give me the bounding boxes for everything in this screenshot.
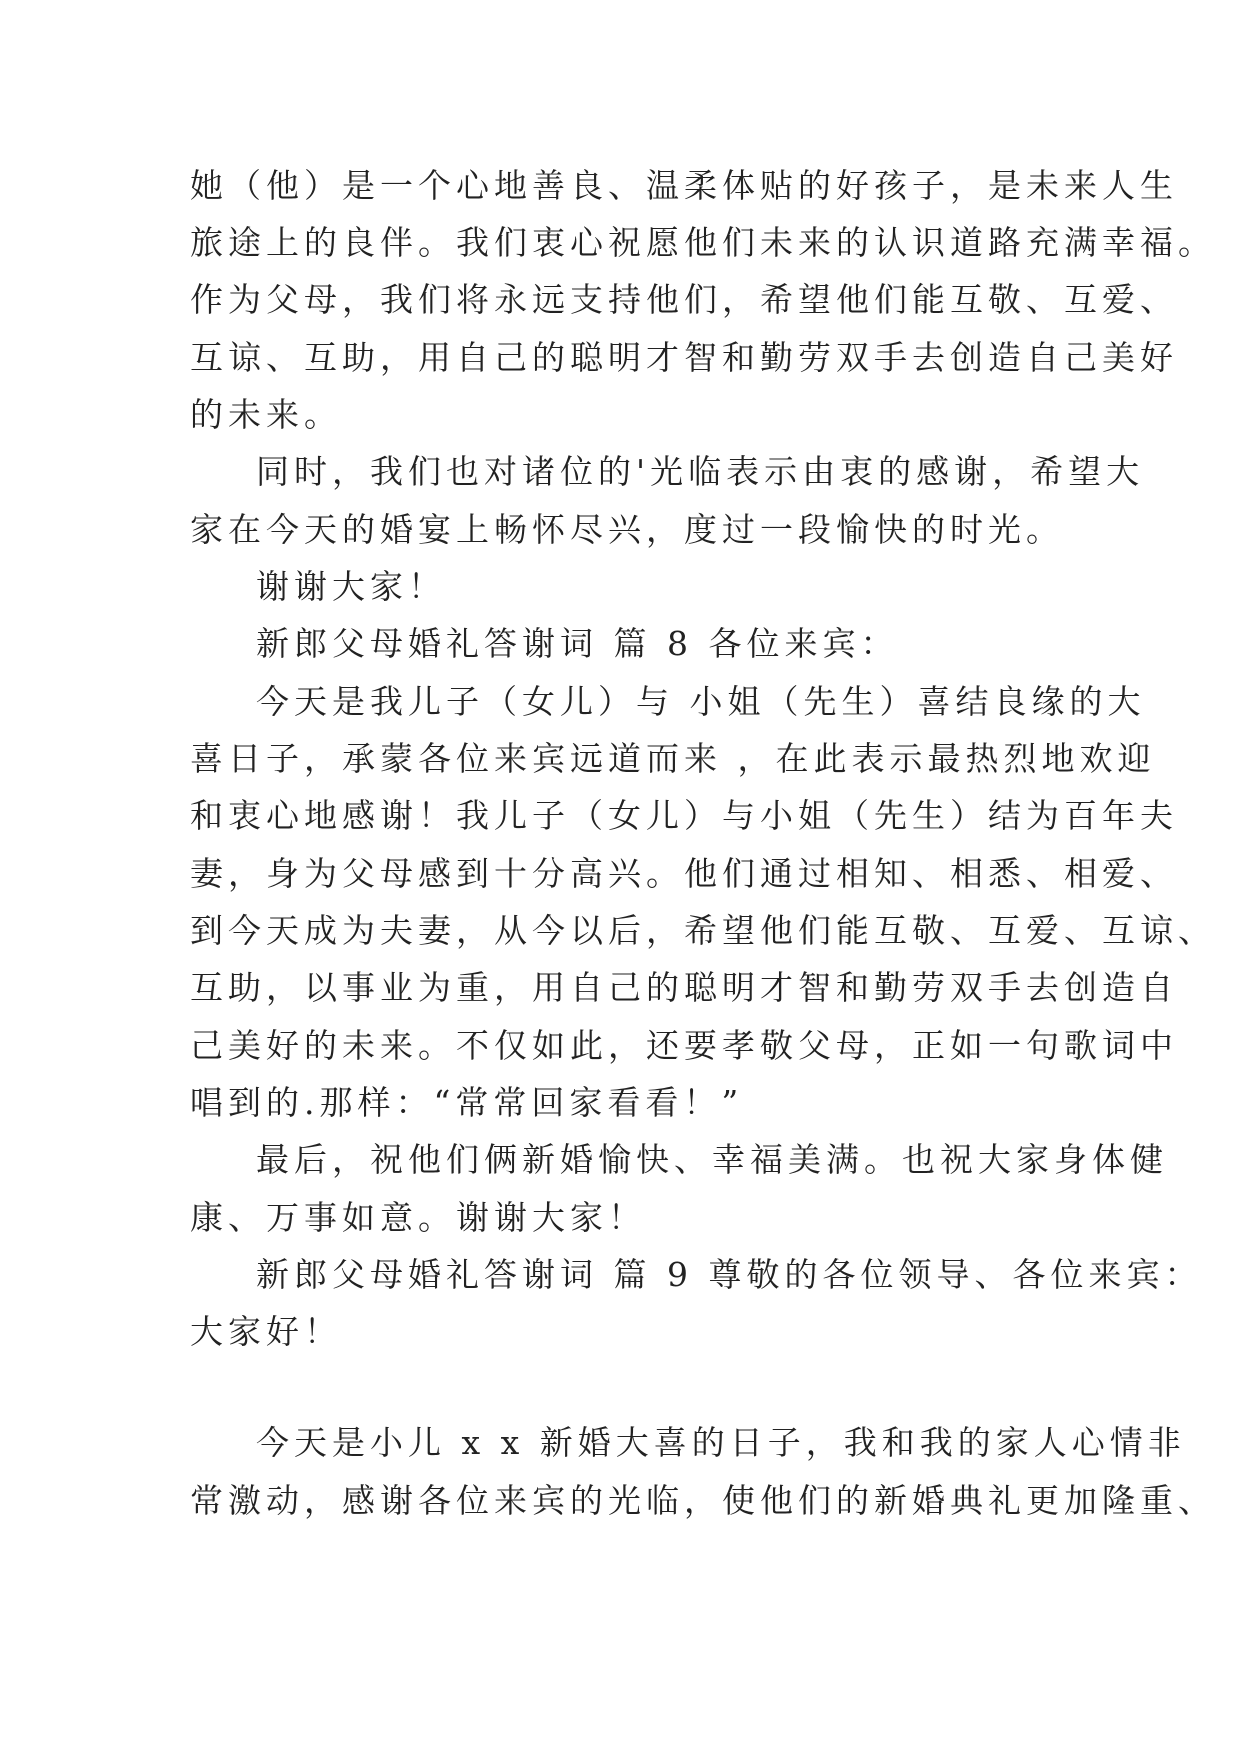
text-line: 己美好的未来。不仅如此，还要孝敬父母，正如一句歌词中	[190, 1026, 1178, 1065]
text-line: 今天是我儿子（女儿）与 小姐（先生）喜结良缘的大	[256, 682, 1146, 721]
text-line: 谢谢大家！	[256, 567, 446, 606]
text-line: 大家好！	[190, 1312, 342, 1351]
text-line: 家在今天的婚宴上畅怀尽兴，度过一段愉快的时光。	[190, 510, 1064, 549]
section-heading: 新郎父母婚礼答谢词 篇 8 各位来宾：	[256, 624, 899, 663]
text-line: 到今天成为夫妻，从今以后，希望他们能互敬、互爱、互谅、	[190, 911, 1216, 950]
section-heading: 新郎父母婚礼答谢词 篇 9 尊敬的各位领导、各位来宾：	[256, 1255, 1203, 1294]
text-line: 喜日子，承蒙各位来宾远道而来 ，在此表示最热烈地欢迎	[190, 739, 1156, 778]
text-line: 同时，我们也对诸位的'光临表示由衷的感谢，希望大	[256, 452, 1145, 491]
text-line: 和衷心地感谢！我儿子（女儿）与小姐（先生）结为百年夫	[190, 796, 1178, 835]
text-line: 唱到的.那样：“常常回家看看！”	[190, 1083, 744, 1122]
text-line: 妻，身为父母感到十分高兴。他们通过相知、相悉、相爱、	[190, 854, 1178, 893]
text-line: 作为父母，我们将永远支持他们，希望他们能互敬、互爱、	[190, 280, 1178, 319]
text-line: 常激动，感谢各位来宾的光临，使他们的新婚典礼更加隆重、	[190, 1481, 1216, 1520]
text-line: 的未来。	[190, 395, 342, 434]
text-line: 今天是小儿 x x 新婚大喜的日子，我和我的家人心情非	[256, 1423, 1186, 1462]
text-line: 她（他）是一个心地善良、温柔体贴的好孩子，是未来人生	[190, 166, 1178, 205]
text-line: 互谅、互助，用自己的聪明才智和勤劳双手去创造自己美好	[190, 338, 1178, 377]
text-line: 最后，祝他们俩新婚愉快、幸福美满。也祝大家身体健	[256, 1140, 1168, 1179]
text-line: 互助，以事业为重，用自己的聪明才智和勤劳双手去创造自	[190, 968, 1178, 1007]
text-line: 旅途上的良伴。我们衷心祝愿他们未来的认识道路充满幸福。	[190, 223, 1216, 262]
text-line: 康、万事如意。谢谢大家！	[190, 1198, 646, 1237]
